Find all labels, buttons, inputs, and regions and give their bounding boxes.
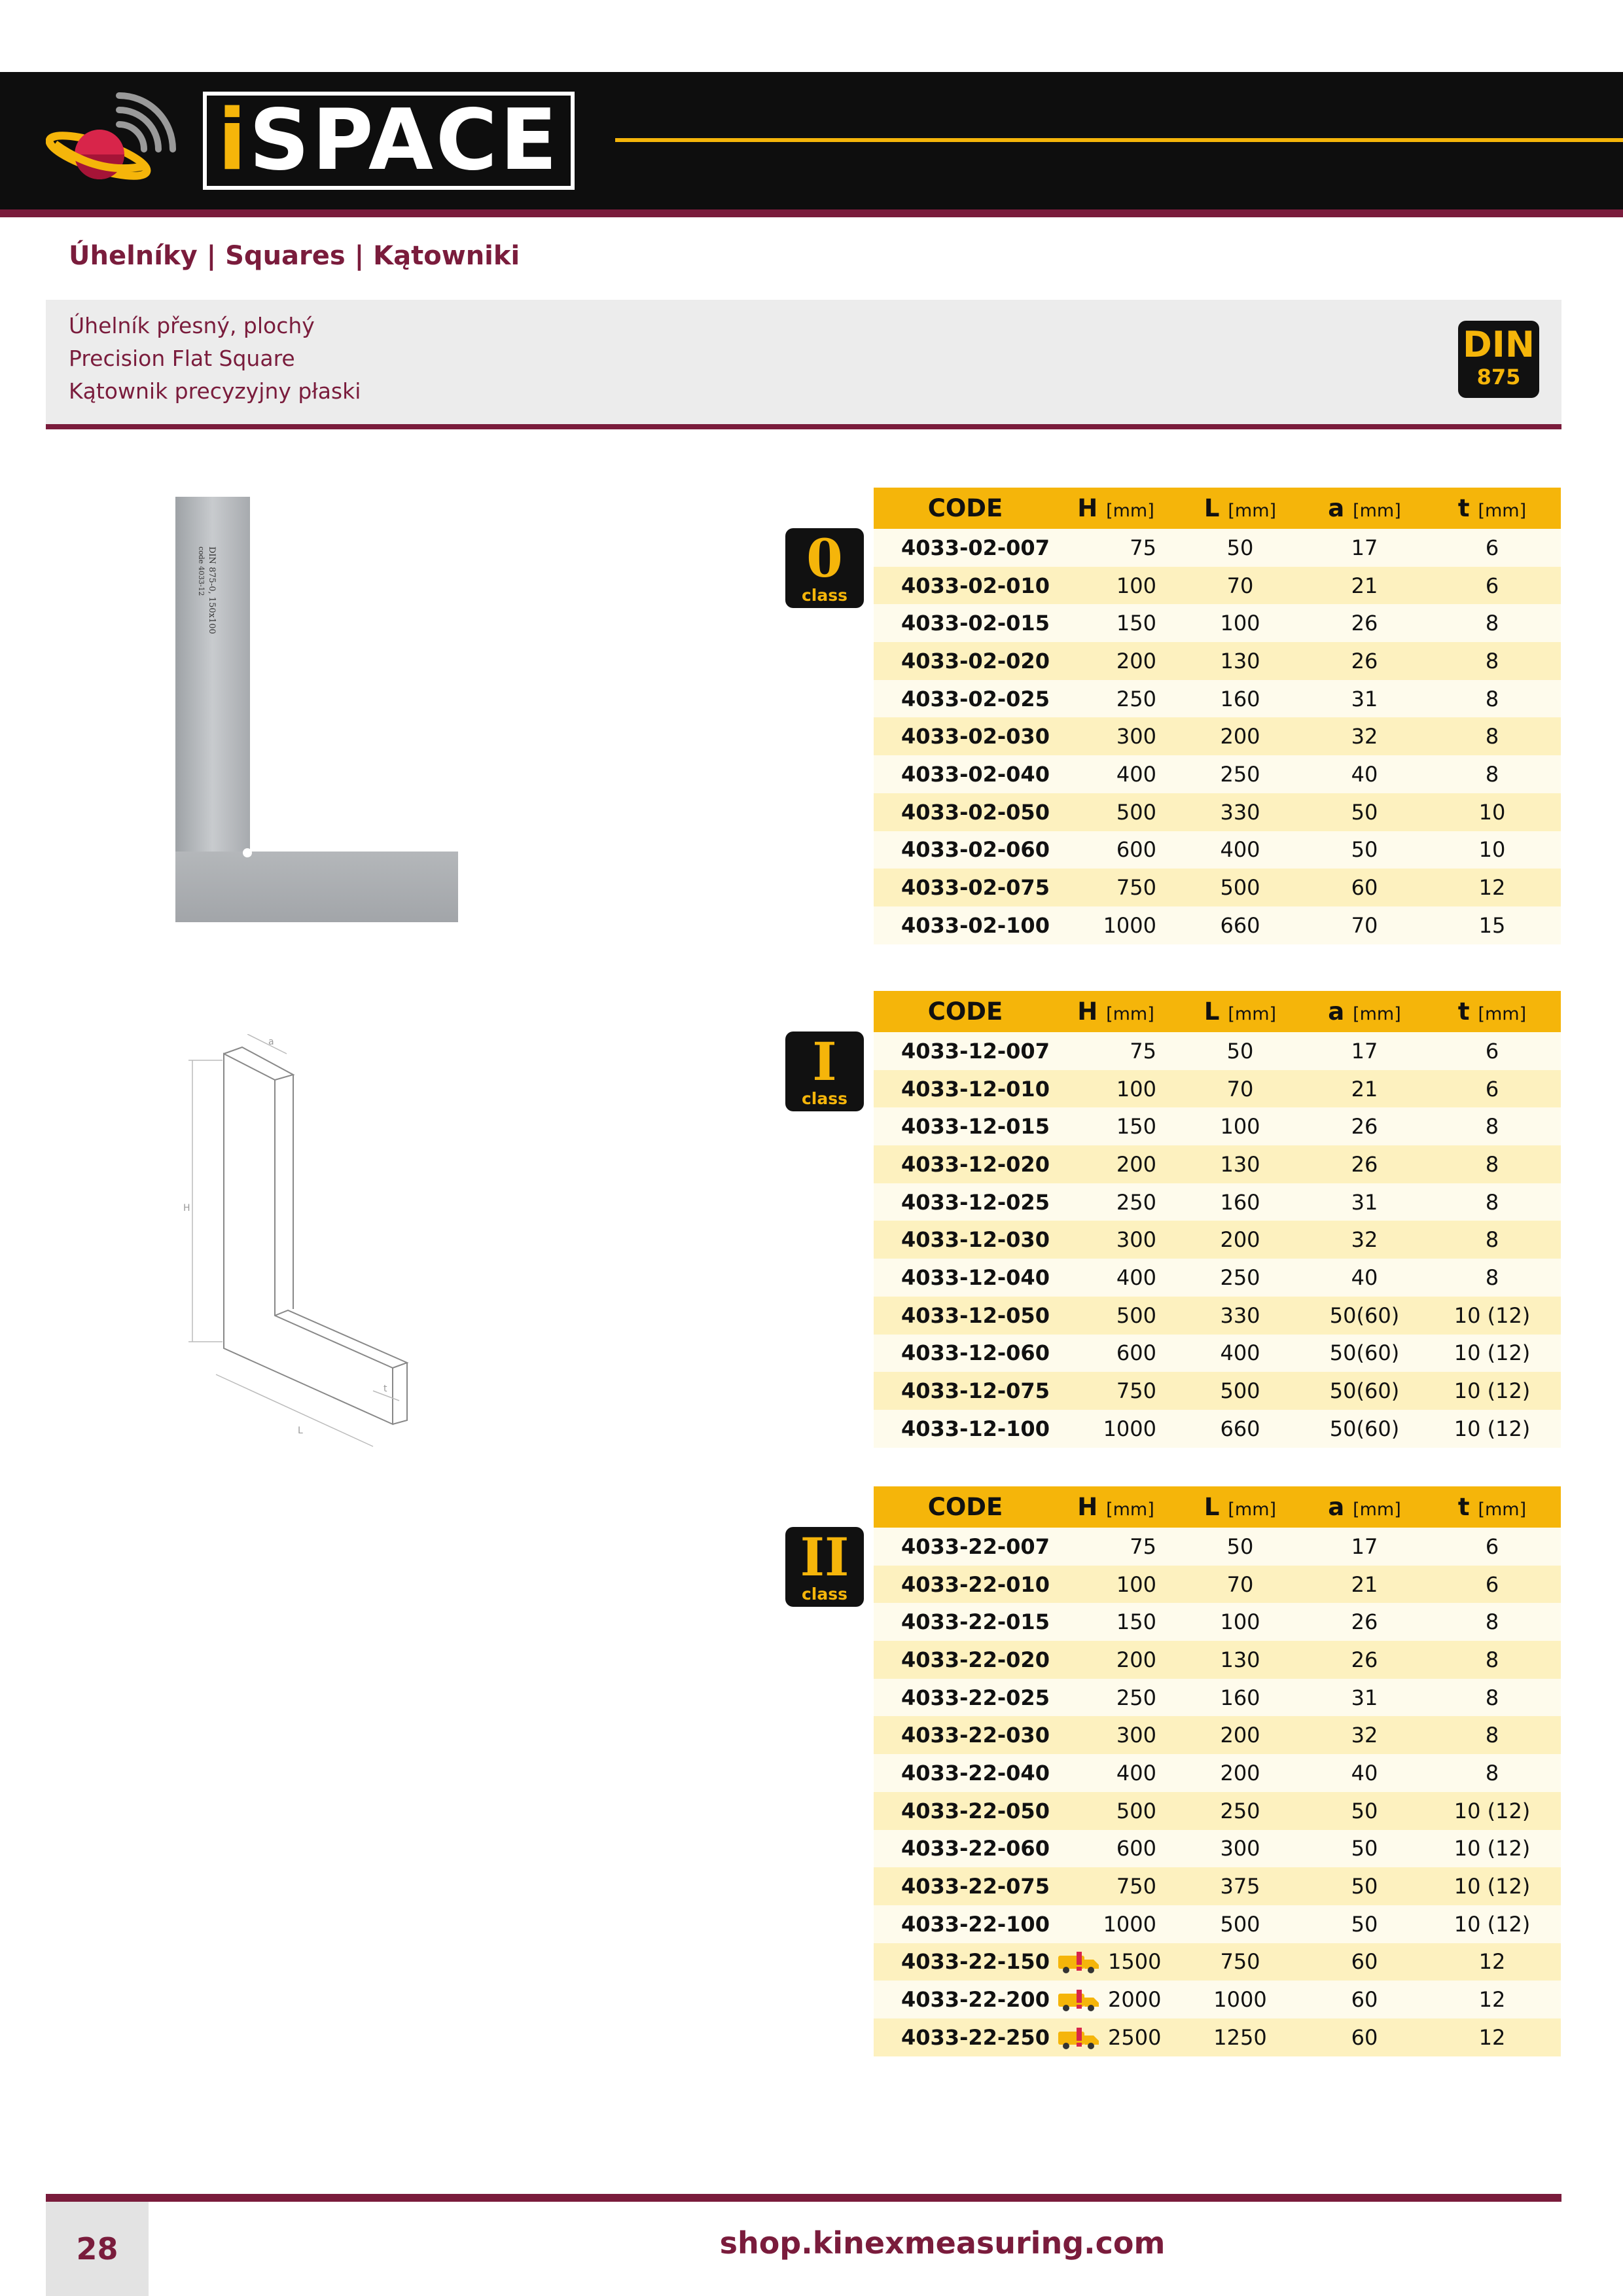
cell-l: 500	[1175, 869, 1306, 906]
table-class-i	[874, 991, 1561, 1448]
table-row	[874, 1679, 1561, 1717]
product-name-pl: Kątownik precyzyjny płaski	[69, 378, 361, 404]
table-header-row	[874, 488, 1561, 529]
cell-l: 160	[1175, 1183, 1306, 1221]
cell-h: 400	[1057, 1259, 1175, 1297]
cell-a: 50	[1306, 831, 1423, 869]
drawing-label-t: t	[383, 1384, 387, 1394]
table-row	[874, 1221, 1561, 1259]
cell-t: 10 (12)	[1423, 1792, 1561, 1830]
cell-code: 4033-02-060	[874, 831, 1057, 869]
website-link[interactable]: shop.kinexmeasuring.com	[719, 2225, 1166, 2261]
cell-code: 4033-02-025	[874, 680, 1057, 718]
cell-code: 4033-02-100	[874, 906, 1057, 944]
table-header-row	[874, 1486, 1561, 1528]
table-row	[874, 1145, 1561, 1183]
cell-a: 21	[1306, 1070, 1423, 1108]
table-class-ii	[874, 1486, 1561, 2056]
cell-l: 50	[1175, 1528, 1306, 1566]
cell-t: 10 (12)	[1423, 1867, 1561, 1905]
cell-t: 8	[1423, 755, 1561, 793]
cell-l: 200	[1175, 1716, 1306, 1754]
cell-l: 660	[1175, 1410, 1306, 1448]
cell-h: 1000	[1057, 906, 1175, 944]
cell-h: 75	[1057, 1032, 1175, 1070]
cell-l: 130	[1175, 1145, 1306, 1183]
cell-h: 250	[1057, 1183, 1175, 1221]
cell-l: 160	[1175, 680, 1306, 718]
cell-code: 4033-22-030	[874, 1716, 1057, 1754]
table-row	[874, 1943, 1561, 1981]
table-row	[874, 1032, 1561, 1070]
cell-t: 10	[1423, 793, 1561, 831]
cell-a: 70	[1306, 906, 1423, 944]
class-badge-i: I class	[785, 1031, 864, 1111]
cell-h: 75	[1057, 529, 1175, 567]
cell-code: 4033-22-100	[874, 1905, 1057, 1943]
cell-a: 31	[1306, 1679, 1423, 1717]
cell-a: 26	[1306, 1145, 1423, 1183]
cell-code: 4033-12-100	[874, 1410, 1057, 1448]
column-header-t: t [mm]	[1423, 991, 1561, 1032]
square-product-photo	[170, 494, 465, 926]
cell-l: 70	[1175, 567, 1306, 605]
truck-delivery-icon	[1057, 1952, 1101, 1974]
cell-code: 4033-22-150	[874, 1943, 1057, 1981]
cell-a: 50	[1306, 793, 1423, 831]
cell-h: 100	[1057, 567, 1175, 605]
cell-code: 4033-22-015	[874, 1603, 1057, 1641]
cell-l: 200	[1175, 1221, 1306, 1259]
cell-a: 50(60)	[1306, 1410, 1423, 1448]
cell-a: 26	[1306, 1107, 1423, 1145]
cell-a: 31	[1306, 680, 1423, 718]
cell-l: 1250	[1175, 2018, 1306, 2056]
cell-code: 4033-02-030	[874, 717, 1057, 755]
cell-h: 100	[1057, 1070, 1175, 1108]
cell-code: 4033-22-025	[874, 1679, 1057, 1717]
cell-code: 4033-22-075	[874, 1867, 1057, 1905]
cell-a: 60	[1306, 1981, 1423, 2018]
table-row	[874, 1410, 1561, 1448]
cell-a: 26	[1306, 604, 1423, 642]
cell-h: 500	[1057, 793, 1175, 831]
header-gold-line	[615, 138, 1623, 142]
cell-a: 50	[1306, 1830, 1423, 1868]
cell-code: 4033-12-040	[874, 1259, 1057, 1297]
table-row	[874, 1259, 1561, 1297]
cell-a: 32	[1306, 1221, 1423, 1259]
cell-l: 250	[1175, 755, 1306, 793]
table-row	[874, 680, 1561, 718]
cell-t: 8	[1423, 1679, 1561, 1717]
cell-h: 200	[1057, 642, 1175, 680]
cell-h: 300	[1057, 717, 1175, 755]
cell-h: 1000	[1057, 1905, 1175, 1943]
cell-l: 70	[1175, 1070, 1306, 1108]
table-row	[874, 1372, 1561, 1410]
cell-code: 4033-22-200	[874, 1981, 1057, 2018]
cell-l: 400	[1175, 831, 1306, 869]
cell-code: 4033-12-075	[874, 1372, 1057, 1410]
table-row	[874, 1792, 1561, 1830]
cell-code: 4033-22-040	[874, 1754, 1057, 1792]
cell-t: 6	[1423, 529, 1561, 567]
column-header-code: CODE	[874, 488, 1057, 529]
cell-t: 10 (12)	[1423, 1410, 1561, 1448]
cell-code: 4033-02-040	[874, 755, 1057, 793]
cell-code: 4033-02-075	[874, 869, 1057, 906]
cell-t: 6	[1423, 1070, 1561, 1108]
header-stripe	[0, 209, 1623, 217]
footer-stripe	[46, 2194, 1561, 2202]
cell-h: 750	[1057, 869, 1175, 906]
cell-a: 17	[1306, 1032, 1423, 1070]
planet-logo-icon	[46, 84, 177, 195]
cell-l: 100	[1175, 1603, 1306, 1641]
table-header-row	[874, 991, 1561, 1032]
table-row	[874, 1566, 1561, 1604]
cell-a: 32	[1306, 1716, 1423, 1754]
cell-l: 1000	[1175, 1981, 1306, 2018]
cell-l: 100	[1175, 604, 1306, 642]
cell-code: 4033-12-060	[874, 1335, 1057, 1372]
table-row	[874, 1641, 1561, 1679]
column-header-t: t [mm]	[1423, 1486, 1561, 1528]
photo-engraving-line1: DIN 875-0, 150x100	[207, 547, 217, 634]
product-name-cs: Úhelník přesný, plochý	[69, 313, 315, 338]
cell-l: 330	[1175, 1297, 1306, 1335]
table-row	[874, 2018, 1561, 2056]
table-row	[874, 1716, 1561, 1754]
cell-a: 21	[1306, 1566, 1423, 1604]
cell-t: 8	[1423, 680, 1561, 718]
cell-a: 17	[1306, 529, 1423, 567]
cell-l: 500	[1175, 1905, 1306, 1943]
table-row	[874, 906, 1561, 944]
cell-a: 50	[1306, 1867, 1423, 1905]
cell-code: 4033-02-050	[874, 793, 1057, 831]
cell-h: 500	[1057, 1297, 1175, 1335]
cell-a: 40	[1306, 1754, 1423, 1792]
cell-code: 4033-12-007	[874, 1032, 1057, 1070]
cell-code: 4033-12-010	[874, 1070, 1057, 1108]
cell-h: 150	[1057, 1603, 1175, 1641]
cell-l: 160	[1175, 1679, 1306, 1717]
square-technical-drawing	[177, 1034, 425, 1492]
cell-a: 60	[1306, 1943, 1423, 1981]
cell-t: 6	[1423, 1528, 1561, 1566]
class-badge-0: 0 class	[785, 528, 864, 608]
drawing-label-h: H	[183, 1203, 190, 1213]
cell-code: 4033-12-050	[874, 1297, 1057, 1335]
cell-h: 500	[1057, 1792, 1175, 1830]
din-label: DIN	[1462, 324, 1535, 365]
cell-l: 500	[1175, 1372, 1306, 1410]
table-row	[874, 1528, 1561, 1566]
cell-code: 4033-12-030	[874, 1221, 1057, 1259]
cell-l: 750	[1175, 1943, 1306, 1981]
cell-h: 600	[1057, 1335, 1175, 1372]
cell-l: 660	[1175, 906, 1306, 944]
cell-t: 8	[1423, 1221, 1561, 1259]
cell-h: 400	[1057, 1754, 1175, 1792]
table-row	[874, 604, 1561, 642]
cell-a: 60	[1306, 2018, 1423, 2056]
column-header-code: CODE	[874, 1486, 1057, 1528]
cell-t: 10 (12)	[1423, 1297, 1561, 1335]
cell-l: 375	[1175, 1867, 1306, 1905]
cell-t: 8	[1423, 1754, 1561, 1792]
table-row	[874, 567, 1561, 605]
cell-a: 50(60)	[1306, 1372, 1423, 1410]
cell-l: 200	[1175, 717, 1306, 755]
cell-t: 8	[1423, 642, 1561, 680]
cell-l: 50	[1175, 1032, 1306, 1070]
cell-t: 8	[1423, 1641, 1561, 1679]
cell-a: 17	[1306, 1528, 1423, 1566]
cell-t: 12	[1423, 1943, 1561, 1981]
product-band-stripe	[46, 424, 1561, 429]
cell-l: 130	[1175, 1641, 1306, 1679]
cell-a: 60	[1306, 869, 1423, 906]
cell-h: 750	[1057, 1372, 1175, 1410]
table-row	[874, 642, 1561, 680]
cell-l: 250	[1175, 1259, 1306, 1297]
cell-h: 250	[1057, 680, 1175, 718]
cell-h: 300	[1057, 1716, 1175, 1754]
cell-t: 8	[1423, 1145, 1561, 1183]
cell-a: 26	[1306, 1603, 1423, 1641]
truck-delivery-icon	[1057, 2028, 1101, 2050]
cell-t: 8	[1423, 1183, 1561, 1221]
cell-l: 200	[1175, 1754, 1306, 1792]
din-badge	[1458, 321, 1539, 398]
cell-code: 4033-22-007	[874, 1528, 1057, 1566]
cell-t: 8	[1423, 604, 1561, 642]
cell-h: 400	[1057, 755, 1175, 793]
cell-code: 4033-12-015	[874, 1107, 1057, 1145]
cell-l: 330	[1175, 793, 1306, 831]
column-header-t: t [mm]	[1423, 488, 1561, 529]
cell-t: 8	[1423, 1107, 1561, 1145]
cell-h: 150	[1057, 1107, 1175, 1145]
table-row	[874, 831, 1561, 869]
cell-t: 6	[1423, 1566, 1561, 1604]
product-name-en: Precision Flat Square	[69, 346, 295, 371]
cell-a: 40	[1306, 755, 1423, 793]
cell-code: 4033-22-250	[874, 2018, 1057, 2056]
table-row	[874, 869, 1561, 906]
cell-a: 50	[1306, 1792, 1423, 1830]
column-header-a: a [mm]	[1306, 1486, 1423, 1528]
column-header-a: a [mm]	[1306, 991, 1423, 1032]
cell-h: 150	[1057, 604, 1175, 642]
cell-h: 200	[1057, 1145, 1175, 1183]
table-row	[874, 755, 1561, 793]
table-row	[874, 1297, 1561, 1335]
drawing-label-a: a	[268, 1037, 274, 1047]
column-header-h: H [mm]	[1057, 1486, 1175, 1528]
cell-t: 10 (12)	[1423, 1372, 1561, 1410]
din-number: 875	[1476, 365, 1521, 389]
cell-t: 10 (12)	[1423, 1830, 1561, 1868]
column-header-l: L [mm]	[1175, 991, 1306, 1032]
cell-a: 50	[1306, 1905, 1423, 1943]
table-row	[874, 1830, 1561, 1868]
cell-t: 15	[1423, 906, 1561, 944]
table-row	[874, 1107, 1561, 1145]
cell-a: 26	[1306, 1641, 1423, 1679]
table-row	[874, 1070, 1561, 1108]
table-row	[874, 1603, 1561, 1641]
cell-l: 70	[1175, 1566, 1306, 1604]
cell-t: 12	[1423, 1981, 1561, 2018]
cell-t: 10	[1423, 831, 1561, 869]
cell-l: 400	[1175, 1335, 1306, 1372]
cell-code: 4033-12-025	[874, 1183, 1057, 1221]
photo-engraving-line2: code 4033-12	[197, 547, 205, 596]
column-header-l: L [mm]	[1175, 1486, 1306, 1528]
cell-a: 50(60)	[1306, 1335, 1423, 1372]
cell-t: 10 (12)	[1423, 1905, 1561, 1943]
cell-t: 10 (12)	[1423, 1335, 1561, 1372]
cell-code: 4033-02-015	[874, 604, 1057, 642]
cell-code: 4033-22-010	[874, 1566, 1057, 1604]
cell-code: 4033-22-020	[874, 1641, 1057, 1679]
column-header-h: H [mm]	[1057, 488, 1175, 529]
cell-t: 12	[1423, 2018, 1561, 2056]
cell-code: 4033-02-007	[874, 529, 1057, 567]
cell-l: 130	[1175, 642, 1306, 680]
cell-a: 31	[1306, 1183, 1423, 1221]
cell-code: 4033-12-020	[874, 1145, 1057, 1183]
column-header-h: H [mm]	[1057, 991, 1175, 1032]
drawing-label-l: L	[298, 1426, 303, 1436]
cell-h: 1000	[1057, 1410, 1175, 1448]
table-row	[874, 793, 1561, 831]
cell-h: 300	[1057, 1221, 1175, 1259]
table-row	[874, 1335, 1561, 1372]
column-header-a: a [mm]	[1306, 488, 1423, 529]
cell-code: 4033-02-010	[874, 567, 1057, 605]
table-class-0	[874, 488, 1561, 944]
cell-h: 250	[1057, 1679, 1175, 1717]
cell-code: 4033-22-060	[874, 1830, 1057, 1868]
cell-l: 100	[1175, 1107, 1306, 1145]
cell-t: 8	[1423, 1603, 1561, 1641]
class-badge-ii: II class	[785, 1527, 864, 1607]
cell-h: 600	[1057, 1830, 1175, 1868]
cell-code: 4033-22-050	[874, 1792, 1057, 1830]
cell-t: 8	[1423, 1716, 1561, 1754]
cell-h: 100	[1057, 1566, 1175, 1604]
cell-t: 12	[1423, 869, 1561, 906]
table-row	[874, 1754, 1561, 1792]
cell-h: 2500	[1057, 2018, 1175, 2056]
table-row	[874, 1905, 1561, 1943]
cell-l: 50	[1175, 529, 1306, 567]
cell-l: 250	[1175, 1792, 1306, 1830]
table-row	[874, 1981, 1561, 2018]
cell-t: 6	[1423, 567, 1561, 605]
column-header-l: L [mm]	[1175, 488, 1306, 529]
column-header-code: CODE	[874, 991, 1057, 1032]
table-row	[874, 1867, 1561, 1905]
cell-h: 1500	[1057, 1943, 1175, 1981]
cell-a: 40	[1306, 1259, 1423, 1297]
cell-a: 50(60)	[1306, 1297, 1423, 1335]
truck-delivery-icon	[1057, 1990, 1101, 2012]
category-title: Úhelníky | Squares | Kątowniki	[69, 241, 520, 271]
cell-l: 300	[1175, 1830, 1306, 1868]
cell-h: 600	[1057, 831, 1175, 869]
cell-h: 75	[1057, 1528, 1175, 1566]
page-number: 28	[76, 2231, 118, 2267]
cell-t: 8	[1423, 1259, 1561, 1297]
cell-t: 8	[1423, 717, 1561, 755]
brand-logo: iSPACE	[217, 92, 560, 189]
cell-h: 200	[1057, 1641, 1175, 1679]
cell-t: 6	[1423, 1032, 1561, 1070]
cell-a: 21	[1306, 567, 1423, 605]
table-row	[874, 1183, 1561, 1221]
cell-a: 26	[1306, 642, 1423, 680]
cell-h: 2000	[1057, 1981, 1175, 2018]
cell-code: 4033-02-020	[874, 642, 1057, 680]
table-row	[874, 529, 1561, 567]
cell-h: 750	[1057, 1867, 1175, 1905]
table-row	[874, 717, 1561, 755]
cell-a: 32	[1306, 717, 1423, 755]
